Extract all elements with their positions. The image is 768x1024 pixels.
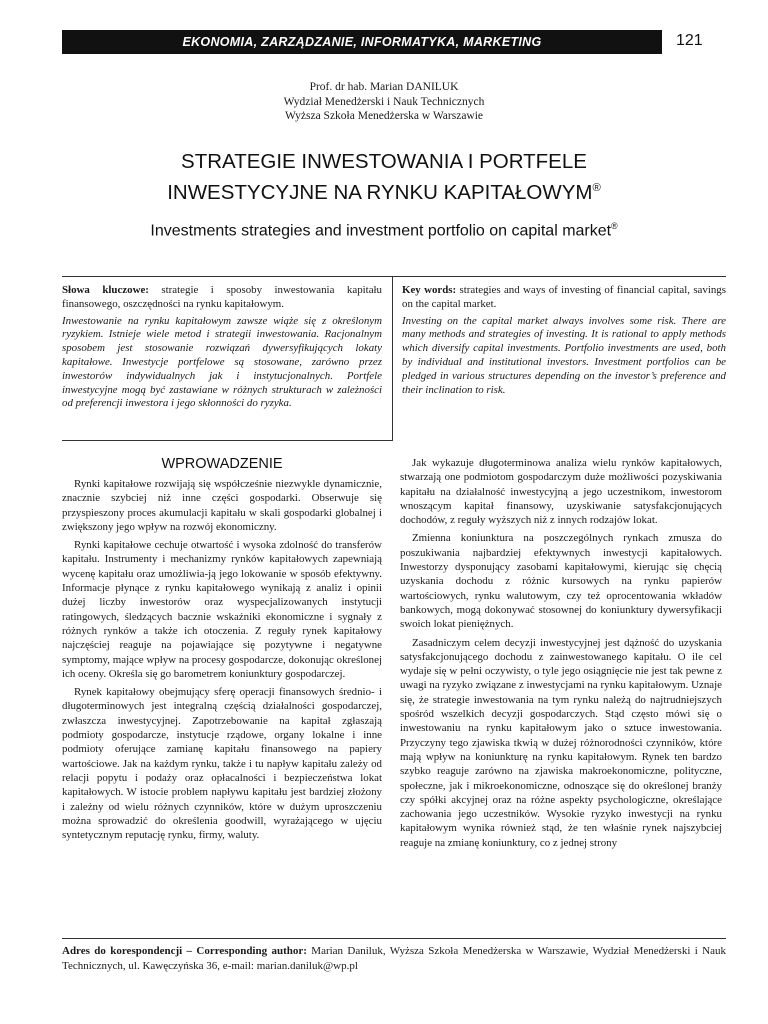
paragraph: Rynki kapitałowe rozwijają się współcześnie niezwykle dynamicznie, znacznie szybciej niż inne części gospodarki. Obserwuje się przyspieszony proces akumulacji kapitału w skali gospodarki globalnej i zwiększony jego wpływ na rozwój ekonomiczny. — [62, 478, 382, 533]
section-heading-introduction: WPROWADZENIE — [161, 456, 283, 472]
abstract-polish: Inwestowanie na rynku kapitałowym zawsze wiąże się z określonym ryzykiem. Istnieje wiele metod i strategii inwestowania. Racjonalnym sposobem jest stosowanie rozwiązań dywersyfikujących lokaty kapitałowe. Inwestycje portfelowe są stosowane, zarówno przez inwestorów indywidualnych jak i instytucjonalnych. Portfele inwestycyjne mogą być zastawiane w różnych strukturach w zależności od preferencji inwestora i jego skłonności do ryzyka. — [62, 314, 382, 410]
abstract-bottom-rule-right — [392, 440, 393, 441]
title-english-registered-mark: ® — [611, 221, 618, 231]
paragraph: Zasadniczym celem decyzji inwestycyjnej jest dążność do uzyskania satysfakcjonującego dochodu z zainwestowanego kapitału. O ile cel wydaje się w pełni oczywisty, o tyle jego osiągnięcie nie jest tak pewne z uwagi na ryzyko związane z inwestycjami na rynku kapitałowym. Uznaje się, że strategie inwestowania na tym rynku należą do najtrudniejszych spośród wszelkich decyzji gospodarczych. Stąd często mówi się o inwestowaniu na rynku kapitałowym jako o sztuce inwestowania. Przyczyny tego zjawiska tkwią w dużej różnorodności czynników, które mają wpływ na koniunkturę na rynku kapitałowym. Rynek ten bardzo szybko reaguje zarówno na zjawiska makroekonomiczne, polityczne, społeczne, jak i mikroekonomiczne, odnoszące się do określonej branży czy spółki akcyjnej oraz na różne aspekty psychologiczne, określające zachowania jego uczestników. Wysokie ryzyko inwestycji na rynku kapitałowym wynika również stąd, że ten właśnie rynek najszybciej reaguje na zmianę koniunktury, co z jednej strony — [400, 636, 722, 849]
author-department: Wydział Menedżerski i Nauk Technicznych — [283, 95, 485, 108]
footer-rule — [62, 938, 726, 939]
author-institution: Wyższa Szkoła Menedżerska w Warszawie — [284, 110, 484, 122]
body-column-left — [62, 477, 382, 846]
paper-title — [40, 149, 728, 206]
keywords-pl-line — [62, 284, 382, 312]
keywords-english — [402, 284, 726, 400]
page-number: 121 — [676, 32, 703, 49]
keywords-pl-label: Słowa kluczowe: — [62, 284, 149, 296]
abstract-column-divider — [392, 276, 393, 440]
footer-label: Adres do korespondencji – Corresponding author: — [62, 945, 307, 957]
paragraph: Zmienna koniunktura na poszczególnych rynkach zmusza do poszukiwania najbardziej efektywnych inwestycji kapitałowych. Inwestorzy dysponujący zasobami kapitałowymi, kierując się chęcią uzyskania dochodu z różnic kursowych na rynku papierów wartościowych, rynku walutowym, czy też oprocentowania wkładów bankowych, mogą dokonywać stosownej do koniunktury dywersyfikacji swoich lokat pieniężnych. — [400, 532, 722, 631]
abstract-english: Investing on the capital market always involves some risk. There are many methods and strategies of investing. It is rational to apply methods which diversify capital investments. Portfolio investments are used, both by individual and institutional investors. Investment portfolios can be pledged in various structures depending on the investor’s preference and their inclination to risk. — [402, 314, 726, 396]
abstract-bottom-rule-left — [62, 440, 392, 441]
keywords-en-label: Key words: — [402, 284, 457, 296]
keywords-pl-text: strategie i sposoby inwestowania kapitału finansowego, oszczędności na rynku kapitałowym. — [62, 284, 382, 310]
journal-name: EKONOMIA, ZARZĄDZANIE, INFORMATYKA, MARKETING — [182, 35, 542, 49]
title-line-2: INWESTYCYJNE NA RYNKU KAPITAŁOWYM — [167, 180, 593, 204]
journal-header-bar — [62, 30, 662, 54]
body-column-right — [400, 456, 722, 854]
paragraph: Rynek kapitałowy obejmujący sferę operacji finansowych średnio- i długoterminowych jest integralną częścią działalności gospodarczej, zwłaszcza inwestycyjnej. Zapotrzebowanie na kapitał zgłaszają podmioty gospodarcze, instytucje rządowe, organy lokalne i inne podmioty oferujące zamianę kapitału finansowego na papiery wartościowe. Jak na każdym rynku, także i tu napływ kapitału zależy od relacji popytu i podaży oraz opłacalności i bezpieczeństwa lokat kapitałowych. W istocie problem napływu kapitału jest bardziej złożony i zależny od wielu różnych czynników, które w dużym uproszczeniu można sprowadzić do określenia goodwill, wyrażającego w ujęciu syntetycznym reputację rynku, firmy, waluty. — [62, 686, 382, 842]
title-registered-mark: ® — [592, 182, 601, 194]
title-english-text: Investments strategies and investment portfolio on capital market — [150, 222, 612, 240]
footer-text: Marian Daniluk, Wyższa Szkoła Menedżerska w Warszawie, Wydział Menedżerski i Nauk Technicznych, ul. Kawęczyńska 36, e-mail: marian.daniluk@wp.pl — [62, 945, 726, 972]
keywords-polish — [62, 284, 382, 414]
paper-title-english — [40, 216, 728, 241]
paragraph: Rynki kapitałowe cechuje otwartość i wysoka zdolność do transferów kapitału. Instrumenty i mechanizmy rynków kapitałowych zapewniają wycenę kapitału oraz umożliwia-ją jego lokowanie w sposób efektywny. Informacje płynące z rynku kapitałowego wynikają z analiz i opinii dużej liczby inwestorów oraz wyspecjalizowanych instytucji ratingowych, śledzących bacznie wskaźniki ekonomiczne i sygnały z różnych rynków a także ich otoczenia. Z reguły rynek kapitałowy najczęściej reaguje na pojawiające się pozytywne i negatywne symptomy, mające wpływ na procesy gospodarcze, dokonując określonej ich oceny. Określa się go barometrem koniunktury gospodarczej. — [62, 539, 382, 680]
author-block — [0, 80, 768, 124]
corresponding-author-footer — [62, 944, 726, 974]
author-name: Prof. dr hab. Marian DANILUK — [309, 81, 459, 93]
abstract-top-rule — [62, 276, 726, 277]
keywords-en-text: strategies and ways of investing of financial capital, savings on the capital market. — [402, 284, 726, 310]
title-line-1: STRATEGIE INWESTOWANIA I PORTFELE — [181, 150, 587, 173]
paragraph: Jak wykazuje długoterminowa analiza wielu rynków kapitałowych, stwarzają one podmiotom gospodarczym duże możliwości pozyskiwania kapitału na działalność inwestycyjną a jego uczestnikom, inwestorom wnoszącym kapitał finansowy, uzyskiwanie satysfakcjonujących dochodów, z reguły wyższych niż z innych rodzajów lokat. — [400, 457, 722, 527]
keywords-en-line — [402, 284, 726, 312]
